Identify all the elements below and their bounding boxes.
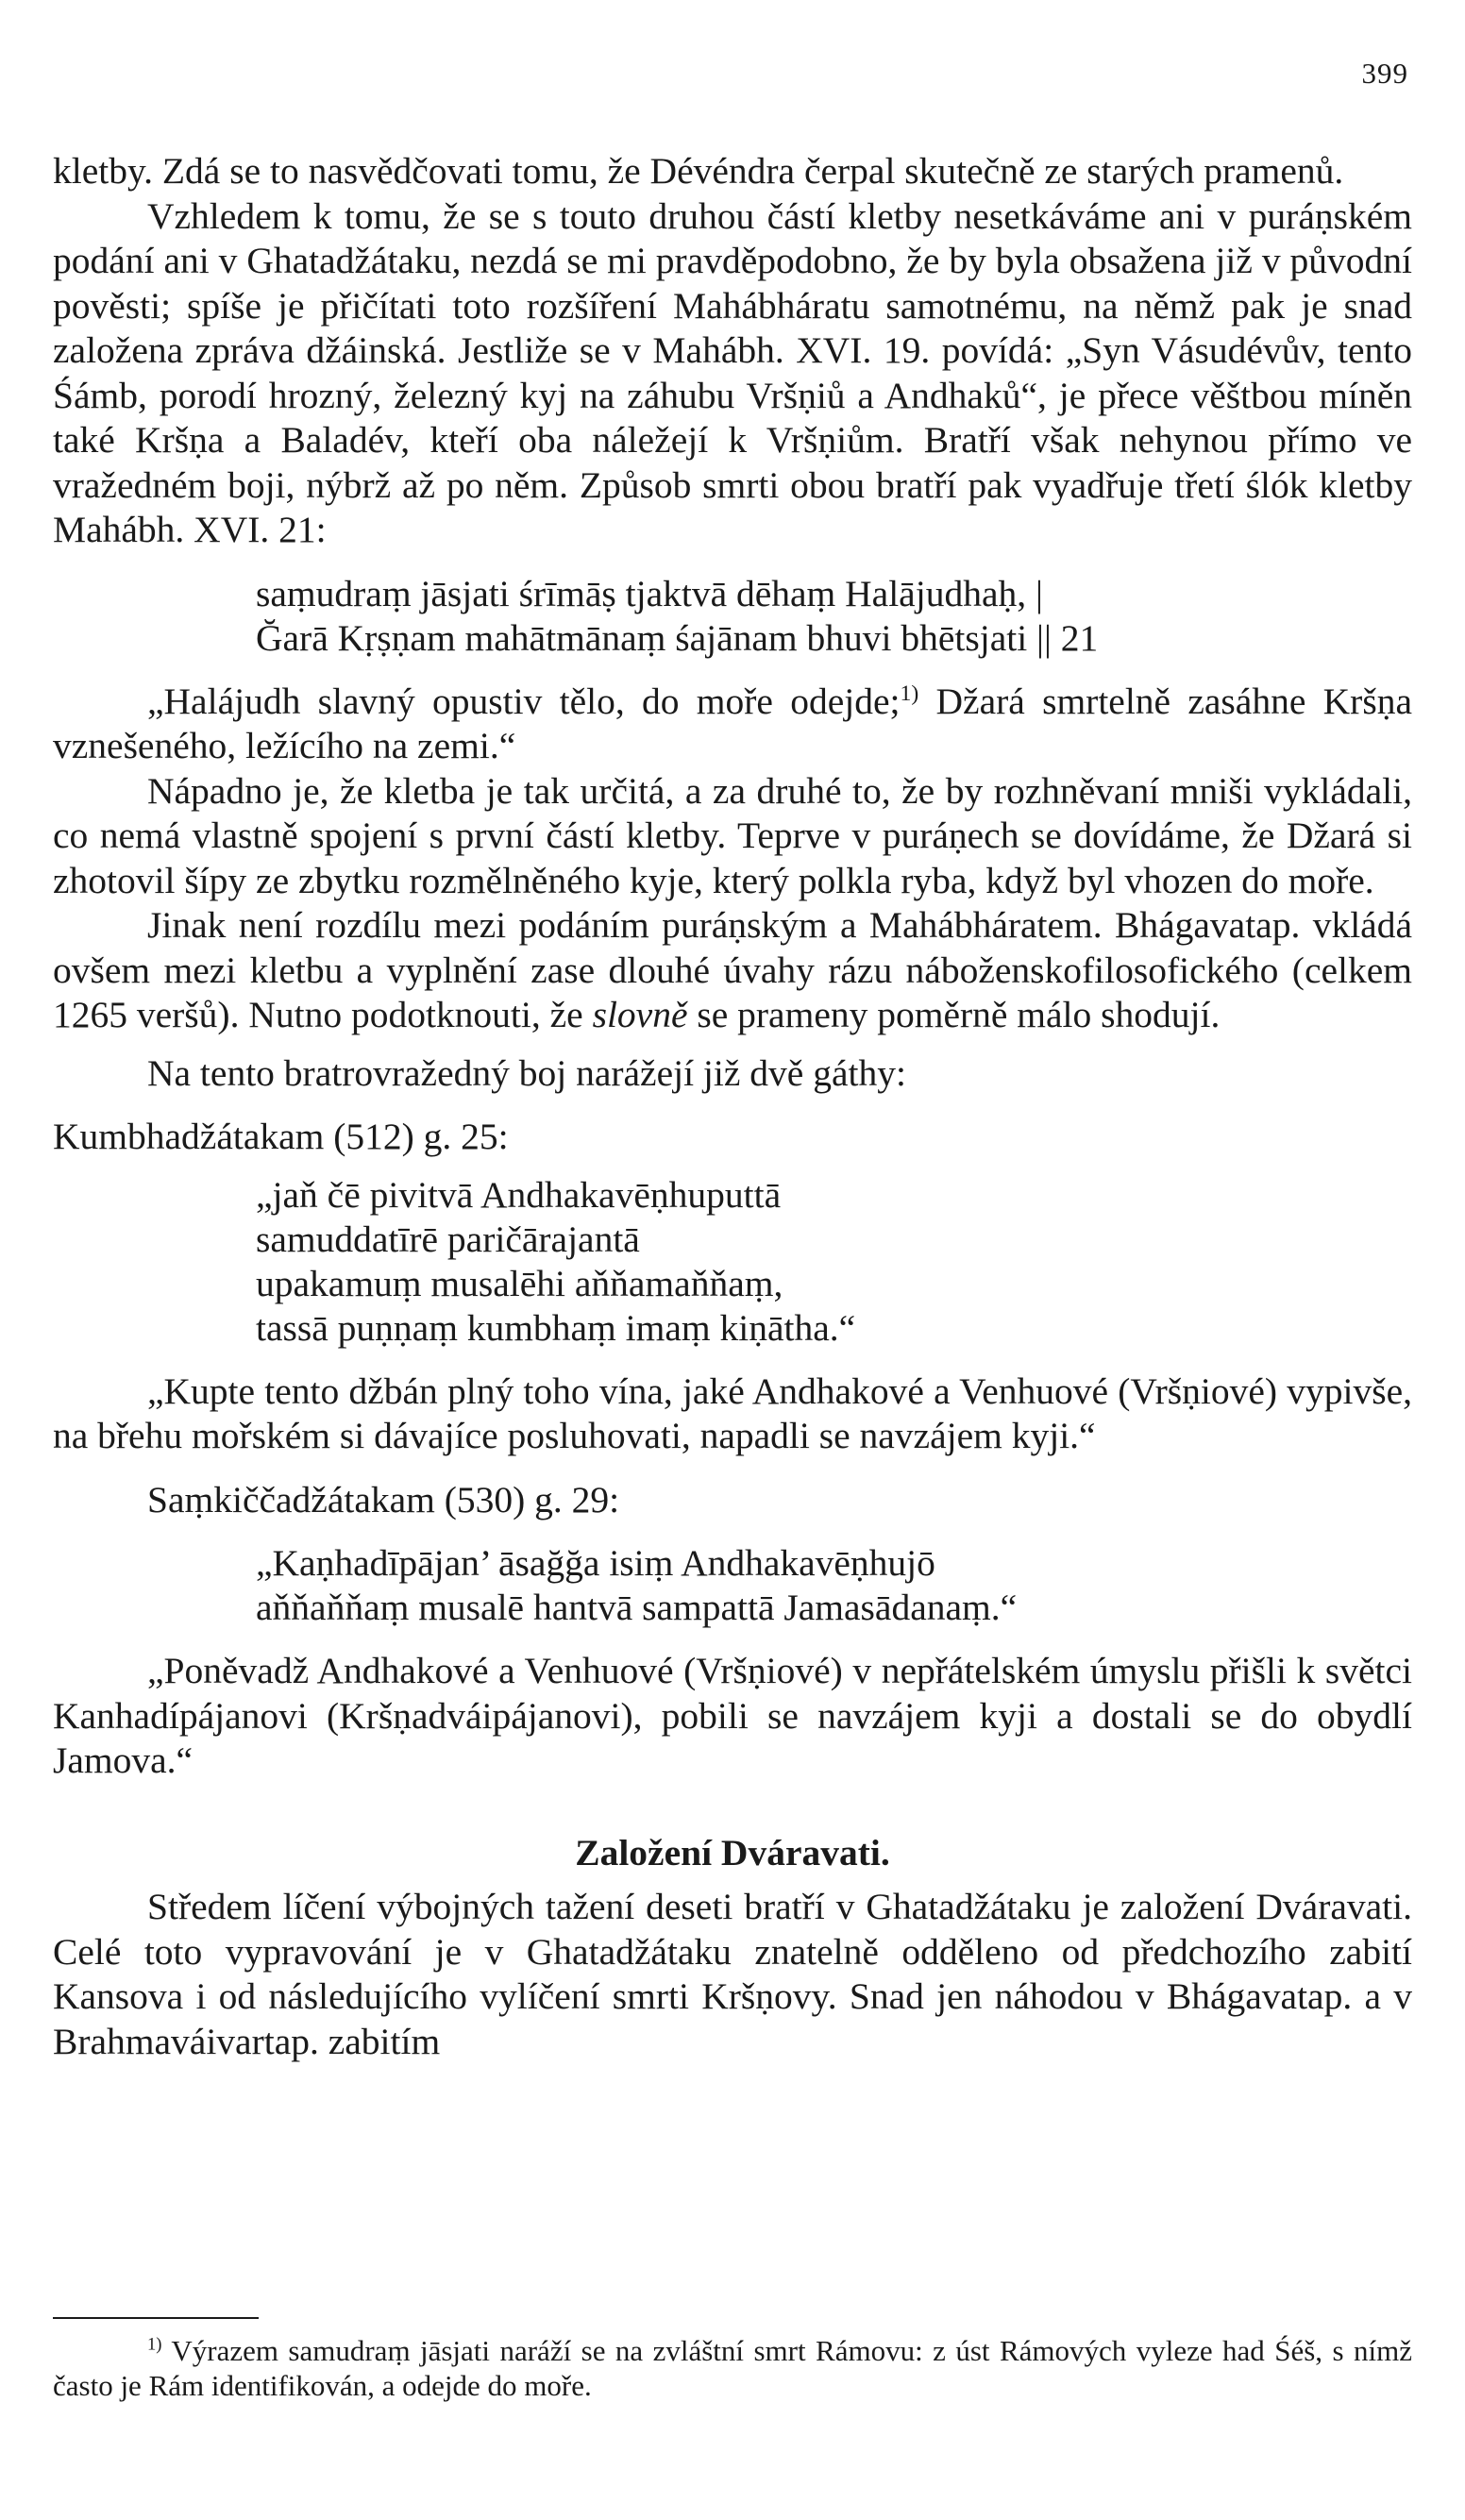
footnote-ref: 1) — [900, 680, 919, 706]
footnote-marker: 1) — [147, 2334, 162, 2355]
footnote-text: Výrazem samudraṃ jāsjati naráží se na zvláštní smrt Rámovu: z úst Rámových vyleze had Śéš, s nímž často je Rám identifikován, a odejde do moře. — [53, 2334, 1412, 2402]
verse-line: saṃudraṃ jāsjati śrīmāṣ tjaktvā dēhaṃ Halājudhaḥ, | — [256, 572, 1043, 614]
verse-line: „Kaṇhadīpājan’ āsağğa isiṃ Andhakavēṇhujō — [256, 1542, 935, 1584]
paragraph — [53, 680, 1412, 769]
text-run: se prameny poměrně málo shodují. — [687, 994, 1221, 1035]
verse-line: aňňaňňaṃ musalē hantvā sampattā Jamasādanaṃ.“ — [256, 1587, 1018, 1628]
verse-line: tassā puṇṇaṃ kumbhaṃ imaṃ kiṇātha.“ — [256, 1306, 856, 1349]
source-reference: Kumbhadžátakam (512) g. 25: — [53, 1116, 509, 1157]
source-reference: Saṃkiččadžátakam (530) g. 29: — [147, 1478, 620, 1520]
verse-block — [53, 1173, 1412, 1351]
footnote — [53, 2333, 1412, 2403]
paragraph: „Poněvadž Andhakové a Venhuové (Vršṇiové) v nepřátelském úmyslu přišli k světci Kanhadípájanovi (Kršṇadváipájanovi), pobili se navzájem kyji a dostali se do obydlí Jamova.“ — [53, 1650, 1412, 1781]
text-run: Jinak není rozdílu mezi podáním puráṇským a Mahábháratem. Bhágavatap. vkládá ovšem mezi kletbu a vyplnění zase dlouhé úvahy rázu náboženskofilosofického (celkem 1265 veršů). Nutno podotknouti, že — [53, 904, 1412, 1035]
verse-line: Ğarā Kṛṣṇam mahātmānaṃ śajānam bhuvi bhētsjati || 21 — [256, 616, 1099, 659]
text-run: „Halájudh slavný opustiv tělo, do moře odejde; — [147, 680, 901, 722]
paragraph: Nápadno je, že kletba je tak určitá, a za druhé to, že by rozhněvaní mniši vykládali, co nemá vlastně spojení s první částí kletby. Teprve v puráṇech se dovídáme, že Džará si zhotovil šípy ze zbytku rozmělněného kyje, který polkla ryba, když byl vhozen do moře. — [53, 769, 1412, 901]
verse-line: upakamuṃ musalēhi aňňamaňňaṃ, — [256, 1262, 783, 1304]
emphasis: slovně — [592, 994, 688, 1035]
text-run: Džará smrtelně zasáhne Kršṇa vznešeného, ležícího na zemi.“ — [53, 680, 1412, 766]
paragraph: kletby. Zdá se to nasvědčovati tomu, že Dévéndra čerpal skutečně ze starých pramenů. — [53, 150, 1344, 192]
paragraph: Středem líčení výbojných tažení deseti bratří v Ghatadžátaku je založení Dváravati. Celé toto vypravování je v Ghatadžátaku znatelně odděleno od předchozího zabití Kansova i od následujícího vylíčení smrti Kršṇovy. Snad jen náhodou v Bhágavatap. a v Brahmaváivartap. zabitím — [53, 1886, 1412, 2062]
footnote-divider — [53, 2317, 259, 2319]
paragraph: „Kupte tento džbán plný toho vína, jaké Andhakové a Venhuové (Vršṇiové) vypivše, na břehu mořském si dávajíce posluhovati, napadli se navzájem kyji.“ — [53, 1369, 1412, 1456]
footnotes — [53, 2333, 1412, 2403]
verse-line: „jaň čē pivitvā Andhakavēṇhuputtā — [256, 1173, 782, 1216]
paragraph — [53, 903, 1412, 1038]
page-number: 399 — [1361, 57, 1408, 90]
paragraph: Na tento bratrovražedný boj narážejí již dvě gáthy: — [147, 1051, 906, 1094]
paragraph: Vzhledem k tomu, že se s touto druhou částí kletby nesetkáváme ani v puráṇském podání ani v Ghatadžátaku, nezdá se mi pravděpodobno, že by byla obsažena již v původní pověsti; spíše je přičítati toto rozšíření Mahábháratu samotnému, na němž pak je snad založena zpráva džáinská. Jestliže se v Mahábh. XVI. 19. povídá: „Syn Vásudévův, tento Śámb, porodí hrozný, železný kyj na záhubu Vršṇiů a Andhaků“, je přece věštbou míněn také Kršṇa a Baladév, kteří oba náležejí k Vršṇiům. Bratří však nehynou přímo ve vražedném boji, nýbrž až po něm. Způsob smrti obou bratří pak vyadřuje třetí ślók kletby Mahábh. XVI. 21: — [53, 194, 1412, 550]
body-text — [53, 149, 1412, 2064]
verse-block — [53, 1541, 1412, 1630]
verse-block — [53, 572, 1412, 661]
section-heading: Založení Dváravati. — [575, 1831, 890, 1873]
verse-line: samuddatīrē paričārajantā — [256, 1218, 640, 1260]
